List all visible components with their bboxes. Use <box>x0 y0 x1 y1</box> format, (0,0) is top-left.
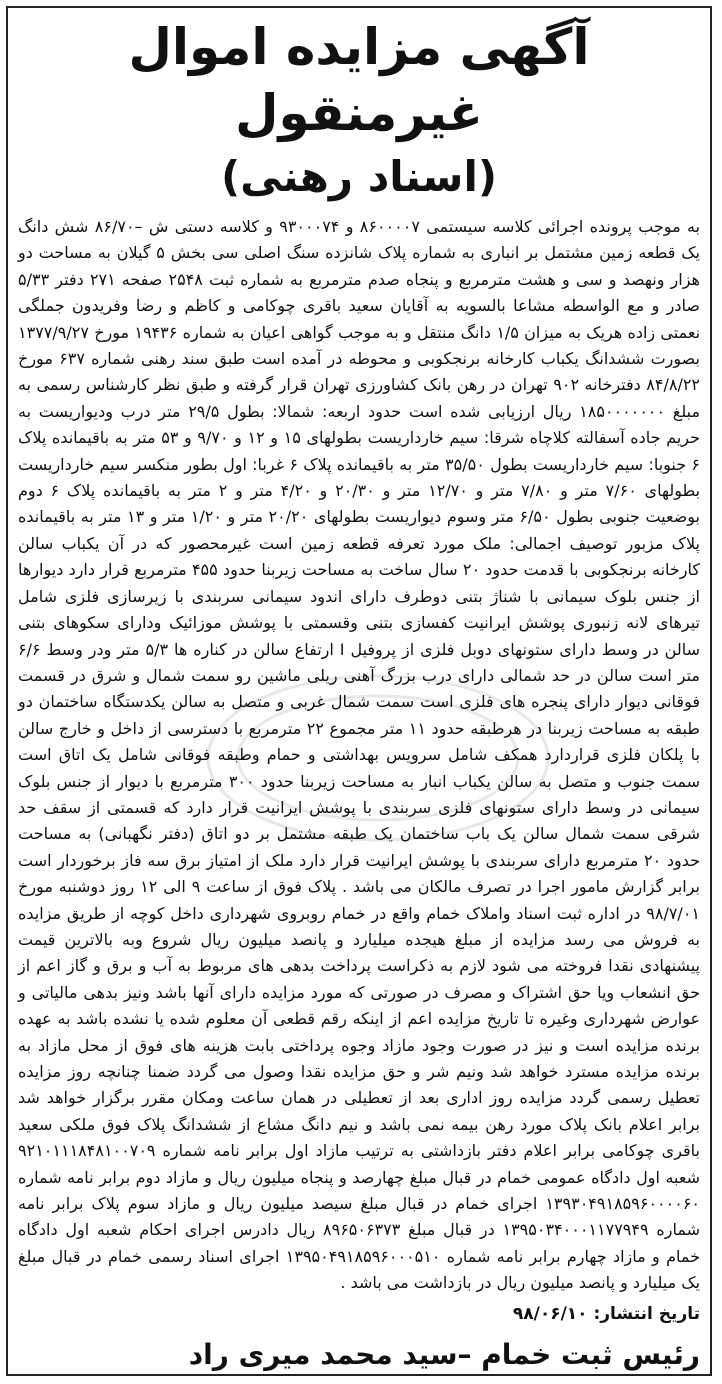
publication-date-label: تاریخ انتشار: <box>593 1303 700 1324</box>
notice-title: آگهی مزایده اموال غیرمنقول <box>128 18 590 142</box>
notice-body: به موجب پرونده اجرائی کلاسه سیستمی ۸۶۰۰۰۰۷ و ۹۳۰۰۰۷۴ و کلاسه دستی ش –۸۶/۷۰ شش دانگ یک قطعه زمین مشتمل بر انباری به شماره پلاک شانزده سنگ اصلی سی بخش ۵ گیلان به مساحت دو هزار ونهصد و سی و هشت مترمربع و پنجاه صدم مترمربع به شماره ثبت ۲۵۴۸ صفحه ۲۷۱ دفتر ۵/۳۳ صادر و مع الواسطه مشاعا بالسویه به آقایان سعید باقری چوکامی و کاظم و رضا وفریدون جملگی نعمتی زاده هریک به میزان ۱/۵ دانگ منتقل و به موجب گواهی اعیان به شماره ۱۹۴۳۶ مورخ ۱۳۷۷/۹/۲۷ بصورت ششدانگ یکباب کارخانه برنجکوبی و محوطه در آمده است طبق سند رهنی شماره ۶۳۷ مورخ ۸۴/۸/۲۲ دفترخانه ۹۰۲ تهران در رهن بانک کشاورزی تهران قرار گرفته و طبق نظر کارشناس رسمی به مبلغ ۱۸۵۰۰۰۰۰۰۰ ریال ارزیابی شده است حدود اربعه: شمالا: بطول ۲۹/۵ متر درب ودیواریست به حریم جاده آسفالته کلاچاه شرقا: سیم خارداریست بطولهای ۱۵ و ۱۲ و ۹/۷۰ و ۵۳ متر به باقیمانده پلاک ۶ جنوبا: سیم خارداریست بطول ۳۵/۵۰ متر به باقیمانده پلاک ۶ غربا: اول بطور منکسر سیم خارداریست بطولهای ۷/۶۰ متر و ۷/۸۰ متر و ۱۲/۷۰ متر و ۲۰/۳۰ و ۴/۲۰ متر و ۲ متر به باقیمانده پلاک ۶ دوم بوضعیت جنوبی بطول ۶/۵۰ متر وسوم دیواریست بطولهای ۲۰/۲۰ متر و ۱/۲۰ متر و ۱۳ متر به باقیمانده پلاک مزبور توصیف اجمالی: ملک مورد تعرفه قطعه زمین است غیرمحصور که در آن یکباب سالن کارخانه برنجکوبی با قدمت حدود ۲۰ سال ساخت به مساحت زیربنا حدود ۴۵۵ مترمربع قرار دارد دیوارها از جنس بلوک سیمانی با شناژ بتنی دوطرف دارای اندود سیمانی سربندی با زیرسازی فلزی شامل تیرهای لانه زنبوری پوشش ایرانیت کفسازی بتنی وقسمتی با پوشش موزائیک ودارای سکوهای بتنی سالن در وسط دارای ستونهای دوبل فلزی از پروفیل I ارتفاع سالن در کناره ها ۵/۳ متر ودر وسط ۶/۶ متر است سالن در حد شمالی دارای درب بزرگ آهنی ریلی ماشین رو سمت شمال و شرق در قسمت فوقانی دیوار دارای پنجره های فلزی است سمت شمال غربی و متصل به سالن یکدستگاه ساختمان دو طبقه به مساحت زیربنا در هرطبقه حدود ۱۱ متر مجموع ۲۲ مترمربع با دسترسی از داخل و خارج سالن با پلکان فلزی قراردارد همکف شامل سرویس بهداشتی و حمام وطبقه فوقانی شامل یک اتاق است سمت جنوب و متصل به سالن یکباب انبار به مساحت زیربنا حدود ۳۰۰ مترمربع با دیوار از جنس بلوک سیمانی در وسط دارای ستونهای فلزی سربندی با پوشش ایرانیت قرار دارد که قسمتی از سقف حد شرقی سمت شمال سالن یک باب ساختمان یک طبقه مشتمل بر دو اتاق (دفتر نگهبانی) به مساحت حدود ۲۰ مترمربع دارای سربندی با پوشش ایرانیت قرار دارد ملک از امتیاز برق سه فاز برخوردار است برابر گزارش مامور اجرا در تصرف مالکان می باشد . پلاک فوق از ساعت ۹ الی ۱۲ روز دوشنبه مورخ ۹۸/۷/۰۱ در اداره ثبت اسناد واملاک خمام واقع در خمام روبروی شهرداری داخل کوچه از طریق مزایده به فروش می رسد مزایده از مبلغ هیجده میلیارد و پانصد میلیون ریال شروع وبه بالاترین قیمت پیشنهادی نقدا فروخته می شود لازم به ذکراست پرداخت بدهی های مربوط به آب و برق و گاز اعم از حق انشعاب ویا حق اشتراک و مصرف در صورتی که مورد مزایده دارای آنها باشد ونیز بدهی مالیاتی و عوارض شهرداری وغیره تا تاریخ مزایده اعم از اینکه رقم قطعی آن معلوم شده یا نشده باشد به عهده برنده مزایده است و نیز در صورت وجود مازاد وجوه پرداختی بابت هزینه های فوق از محل مازاد به برنده مزایده مسترد خواهد شد ونیم شر و حق مزایده نقدا وصول می گردد ضمنا چنانچه روز مزایده تعطیل رسمی گردد مزایده روز اداری بعد از تعطیلی در همان ساعت ومکان مقرر برگزار خواهد شد برابر اعلام بانک پلاک مورد رهن بیمه نمی باشد و نیم دانگ مشاع از ششدانگ پلاک فوق ملکی سعید باقری چوکامی برابر اعلام دفتر بازداشتی به ترتیب مازاد اول برابر نامه شماره ۹۲۱۰۱۱۱۸۴۸۱۰۰۷۰۹ شعبه اول دادگاه عمومی خمام در قبال مبلغ چهارصد و پنجاه میلیون ریال و مازاد دوم برابر نامه شماره ۱۳۹۳۰۴۹۱۸۵۹۶۰۰۰۰۶۰ اجرای خمام در قبال مبلغ سیصد میلیون ریال و مازاد سوم پلاک برابر نامه شماره ۱۳۹۵۰۳۴۰۰۰۱۱۷۷۹۴۹ در قبال مبلغ ۸۹۶۵۰۶۳۷۳ ریال دادرس اجرای احکام شعبه اول دادگاه خمام و مازاد چهارم برابر نامه شماره ۱۳۹۵۰۴۹۱۸۵۹۶۰۰۰۵۱۰ اجرای اسناد رسمی خمام در قبال مبلغ یک میلیارد و پانصد میلیون ریال در بازداشت می باشد . <box>18 217 701 1293</box>
signature-line: رئیس ثبت خمام –سید محمد میری راد <box>188 1337 700 1371</box>
notice-frame <box>6 6 712 1376</box>
notice-subtitle: (اسناد رهنی) <box>220 152 498 201</box>
publication-date-value: ۹۸/۰۶/۱۰ <box>512 1303 588 1324</box>
publication-date-line <box>18 1301 700 1327</box>
